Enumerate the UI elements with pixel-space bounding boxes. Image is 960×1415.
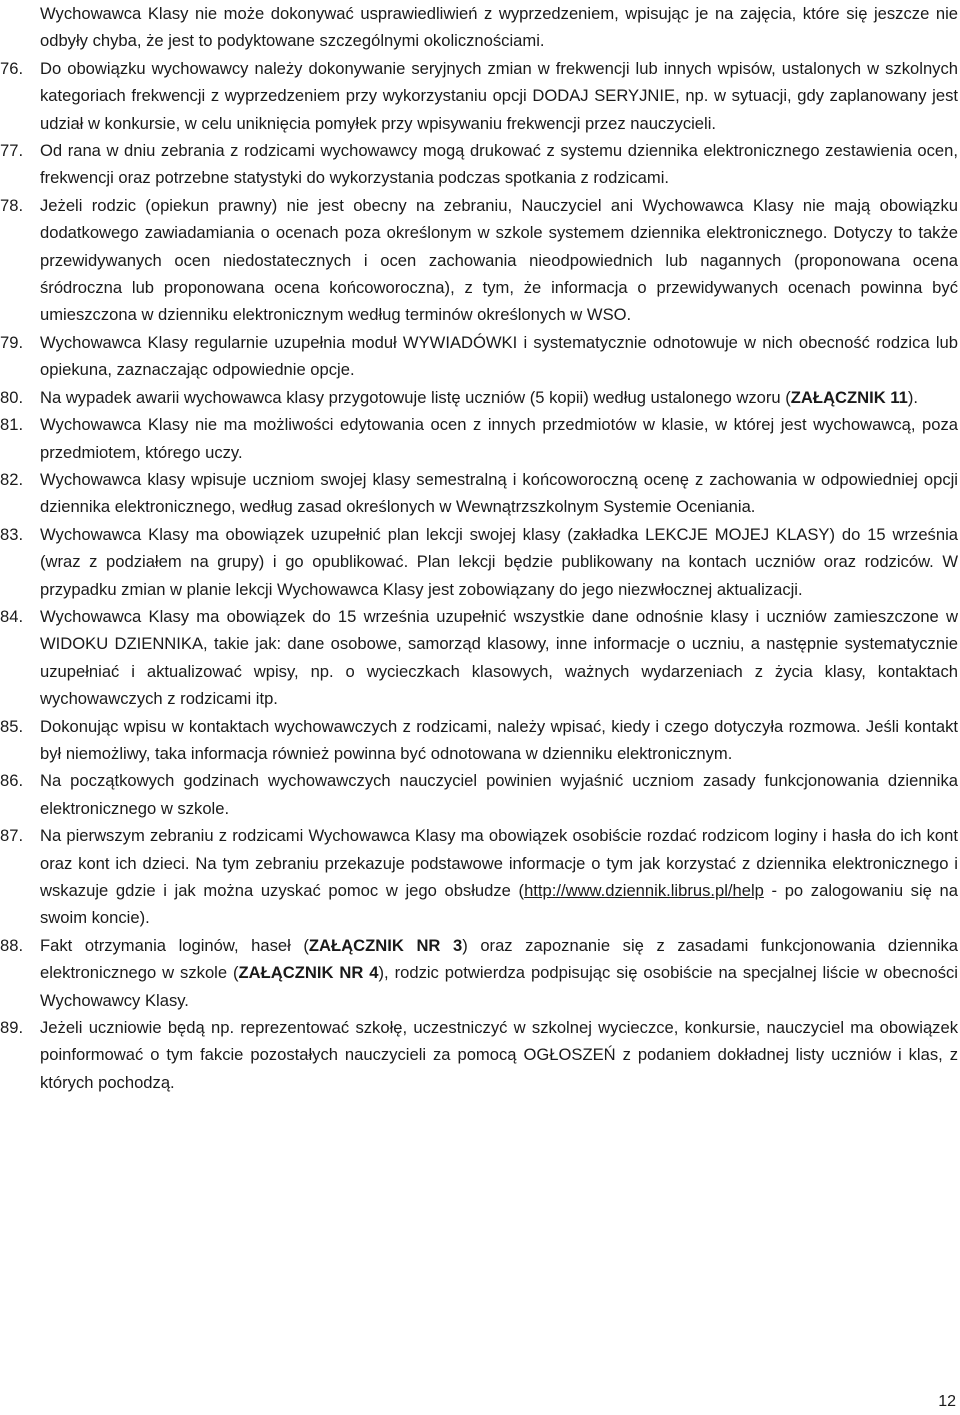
numbered-list [0, 55, 960, 1096]
item-text [40, 1014, 960, 1096]
text-run: ) oraz zapoznanie się z zasadami funkcjonowania dziennika elektronicznego w szkole ( [40, 935, 958, 983]
text-run: ). [907, 387, 918, 407]
item-text [40, 384, 960, 411]
list-item [0, 137, 960, 192]
item-text [40, 466, 960, 521]
list-item [0, 192, 960, 329]
list-item [0, 603, 960, 713]
list-item [0, 1014, 960, 1096]
text-run: Wychowawca Klasy ma obowiązek do 15 września uzupełnić wszystkie dane odnośnie klasy i uczniów zamieszczone w WIDOKU DZIENNIKA, takie jak: dane osobowe, samorząd klasowy, inne informacje o uczniu, a następnie systematycznie uzupełniać i aktualizować wpisy, np. o wycieczkach klasowych, ważnych wydarzeniach z życia klasy, kontaktach wychowawczych z rodzicami itp. [40, 606, 958, 709]
page-number: 12 [938, 1393, 956, 1410]
list-item [0, 329, 960, 384]
list-item [0, 713, 960, 768]
attachment-reference: ZAŁĄCZNIK NR 4 [238, 963, 379, 983]
text-run: Fakt otrzymania loginów, haseł ( [40, 935, 309, 955]
item-text [40, 767, 960, 822]
attachment-reference: ZAŁĄCZNIK 11 [790, 387, 908, 407]
item-text [40, 822, 960, 932]
item-number: 84. [0, 606, 24, 626]
list-item [0, 411, 960, 466]
text-run: Wychowawca klasy wpisuje uczniom swojej klasy semestralną i końcoworoczną ocenę z zachowania w odpowiedniej opcji dziennika elektronicznego, według zasad określonych w Wewnątrzszkolnym Systemie Oceniania. [40, 469, 958, 517]
item-text [40, 137, 960, 192]
item-text [40, 55, 960, 137]
item-text [40, 329, 960, 384]
text-run: Od rana w dniu zebrania z rodzicami wychowawcy mogą drukować z systemu dziennika elektronicznego zestawienia ocen, frekwencji oraz potrzebne statystyki do wykorzystania podczas spotkania z rodzicami. [40, 141, 958, 188]
list-item [0, 932, 960, 1014]
item-number: 79. [0, 332, 24, 352]
text-run: Wychowawca Klasy regularnie uzupełnia moduł WYWIADÓWKI i systematycznie odnotowuje w nich obecność rodzica lub opiekuna, zaznaczając odpowiednie opcje. [40, 332, 958, 380]
text-run: Na wypadek awarii wychowawca klasy przygotowuje listę uczniów (5 kopii) według ustalonego wzoru ( [40, 387, 791, 407]
text-run: Na pierwszym zebraniu z rodzicami Wychowawca Klasy ma obowiązek osobiście rozdać rodzicom loginy i hasła do ich kont oraz kont ich dzieci. Na tym zebraniu przekazuje podstawowe informacje o tym jak korzystać z dziennika elektronicznego i wskazuje gdzie i jak można uzyskać pomoc w jego obsłudze ( [40, 826, 958, 900]
item-number: 88. [0, 935, 24, 955]
item-text [40, 192, 960, 329]
text-run: Jeżeli uczniowie będą np. reprezentować szkołę, uczestniczyć w szkolnej wycieczce, konkursie, nauczyciel ma obowiązek poinformować o tym fakcie pozostałych nauczycieli za pomocą OGŁOSZEŃ z podaniem dokładnej listy uczniów i klas, z których pochodzą. [40, 1018, 958, 1092]
text-run: Dokonując wpisu w kontaktach wychowawczych z rodzicami, należy wpisać, kiedy i czego dotyczyła rozmowa. Jeśli kontakt był niemożliwy, taka informacja również powinna być odnotowana w dzienniku elektronicznym. [40, 716, 958, 763]
item-text [40, 411, 960, 466]
item-number: 86. [0, 771, 24, 791]
item-number: 77. [0, 141, 24, 161]
text-run: Wychowawca Klasy ma obowiązek uzupełnić plan lekcji swojej klasy (zakładka LEKCJE MOJEJ KLASY) do 15 września (wraz z podziałem na grupy) i go opublikować. Plan lekcji będzie publikowany na kontach uczniów oraz rodziców. W przypadku zmian w planie lekcji Wychowawca Klasy jest zobowiązany do jego niezwłocznej aktualizacji. [40, 524, 958, 599]
list-item [0, 521, 960, 603]
item-number: 85. [0, 716, 24, 736]
item-text [40, 713, 960, 768]
item-number: 76. [0, 58, 24, 78]
item-number: 78. [0, 195, 24, 215]
intro-paragraph: Wychowawca Klasy nie może dokonywać usprawiedliwień z wyprzedzeniem, wpisując je na zajęcia, które się jeszcze nie odbyły chyba, że jest to podyktowane szczególnymi okolicznościami. [40, 4, 958, 51]
list-item [0, 822, 960, 932]
help-link[interactable]: http://www.dziennik.librus.pl/help [524, 881, 764, 900]
item-number: 89. [0, 1018, 24, 1038]
item-number: 81. [0, 415, 24, 435]
text-run: - po zalogowaniu się na swoim koncie). [40, 881, 958, 928]
text-run: Jeżeli rodzic (opiekun prawny) nie jest obecny na zebraniu, Nauczyciel ani Wychowawca Klasy nie mają obowiązku dodatkowego zawiadamiania o ocenach poza określonym w szkole systemem dziennika elektronicznego. Dotyczy to także przewidywanych ocen niedostatecznych i ocen zachowania nieodpowiednich lub nagannych (proponowana ocena śródroczna lub proponowana ocena końcoworoczna), z tym, że informacja o przewidywanych ocenach powinna być umieszczona w dzienniku elektronicznym według terminów określonych w WSO. [40, 195, 958, 325]
list-item [0, 55, 960, 137]
list-item [0, 767, 960, 822]
item-text [40, 603, 960, 713]
item-number: 87. [0, 826, 24, 846]
attachment-reference: ZAŁĄCZNIK NR 3 [308, 935, 463, 955]
item-number: 83. [0, 524, 24, 544]
text-run: Do obowiązku wychowawcy należy dokonywanie seryjnych zmian w frekwencji lub innych wpisów, ustalonych w szkolnych kategoriach frekwencji z wyprzedzeniem przy wykorzystaniu opcji DODAJ SERYJNIE, np. w sytuacji, gdy zaplanowany jest udział w konkursie, w celu uniknięcia pomyłek przy wpisywaniu frekwencji przez nauczycieli. [40, 58, 958, 133]
text-run: Wychowawca Klasy nie ma możliwości edytowania ocen z innych przedmiotów w klasie, w której jest wychowawcą, poza przedmiotem, którego uczy. [40, 415, 958, 462]
item-number: 80. [0, 387, 24, 407]
list-item [0, 466, 960, 521]
list-item [0, 384, 960, 411]
text-run: Na początkowych godzinach wychowawczych nauczyciel powinien wyjaśnić uczniom zasady funkcjonowania dziennika elektronicznego w szkole. [40, 771, 958, 818]
item-number: 82. [0, 469, 24, 489]
text-run: ), rodzic potwierdza podpisując się osobiście na specjalnej liście w obecności Wychowawcy Klasy. [40, 963, 958, 1010]
item-text [40, 932, 960, 1014]
item-text [40, 521, 960, 603]
